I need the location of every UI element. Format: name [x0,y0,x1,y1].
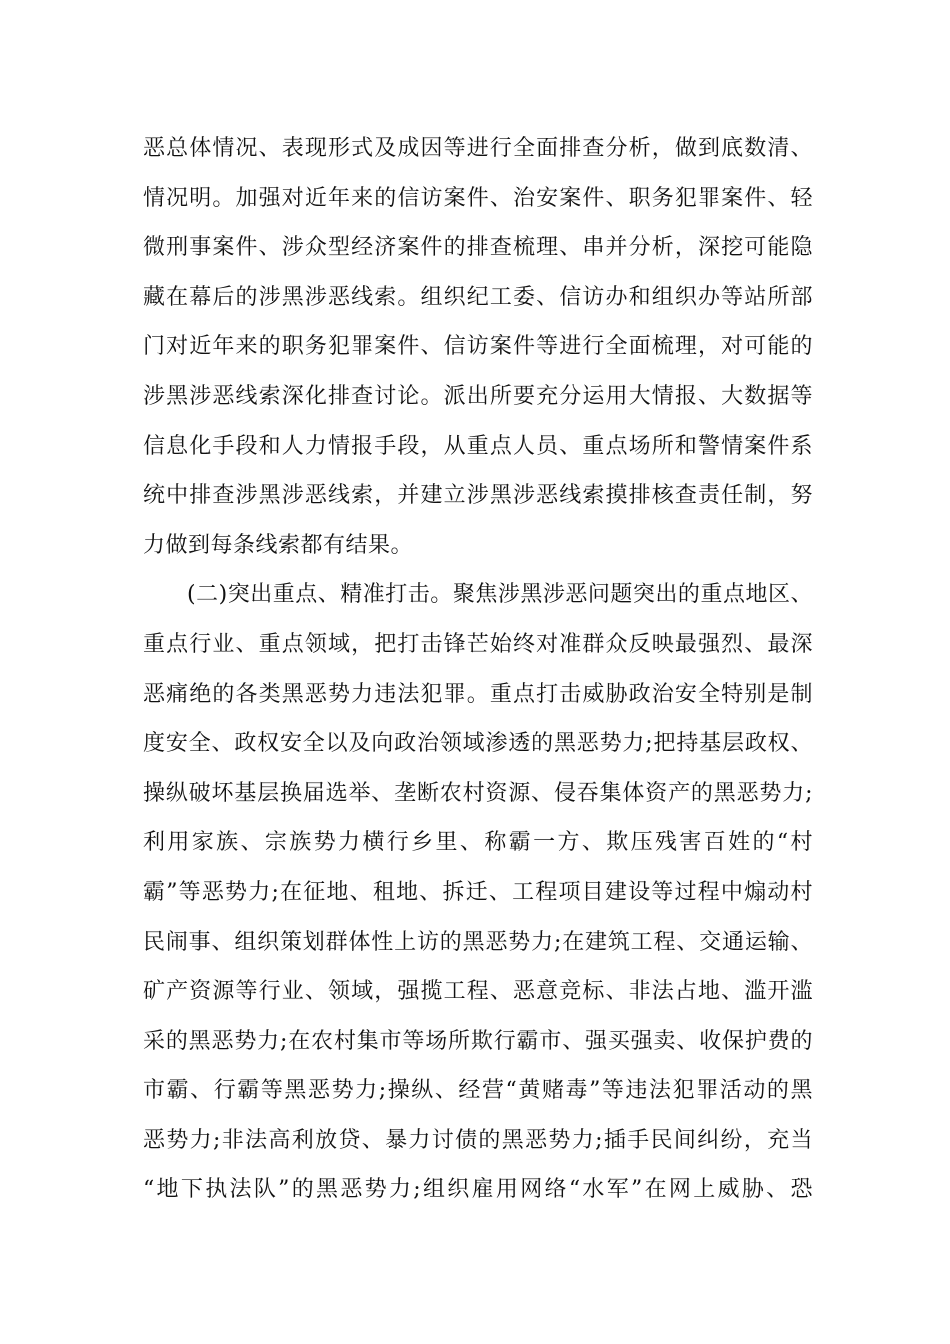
paragraph-line: 藏在幕后的涉黑涉恶线索。组织纪工委、信访办和组织办等站所部 [143,284,813,310]
paragraph-line: 度安全、政权安全以及向政治领域渗透的黑恶势力;把持基层政权、 [143,731,813,757]
paragraph-line: 恶痛绝的各类黑恶势力违法犯罪。重点打击威胁政治安全特别是制 [143,681,813,707]
paragraph-2 [143,570,813,1215]
paragraph-line: 统中排查涉黑涉恶线索，并建立涉黑涉恶线索摸排核查责任制，努 [143,483,813,509]
paragraph-line: 操纵破坏基层换届选举、垄断农村资源、侵吞集体资产的黑恶势力; [143,780,813,806]
paragraph-line: 涉黑涉恶线索深化排查讨论。派出所要充分运用大情报、大数据等 [143,383,813,409]
paragraph-line: 恶总体情况、表现形式及成因等进行全面排查分析，做到底数清、 [143,136,813,161]
paragraph-line: 利用家族、宗族势力横行乡里、称霸一方、欺压残害百姓的“村 [143,830,813,856]
paragraph-line: 微刑事案件、涉众型经济案件的排查梳理、串并分析，深挖可能隐 [143,235,813,261]
body-text [143,124,813,1215]
paragraph-line: 市霸、行霸等黑恶势力;操纵、经营“黄赌毒”等违法犯罪活动的黑 [143,1078,813,1104]
paragraph-line: 门对近年来的职务犯罪案件、信访案件等进行全面梳理，对可能的 [143,334,813,360]
paragraph-line: 矿产资源等行业、领域，强揽工程、恶意竞标、非法占地、滥开滥 [143,979,813,1005]
paragraph-line: “地下执法队”的黑恶势力;组织雇用网络“水军”在网上威胁、恐 [143,1177,813,1203]
paragraph-line: 力做到每条线索都有结果。 [143,532,414,558]
paragraph-line: 重点行业、重点领域，把打击锋芒始终对准群众反映最强烈、最深 [143,631,813,657]
paragraph-line: 情况明。加强对近年来的信访案件、治安案件、职务犯罪案件、轻 [143,185,813,211]
paragraph-line: 恶势力;非法高利放贷、暴力讨债的黑恶势力;插手民间纠纷，充当 [143,1127,813,1153]
section-heading-line: (二)突出重点、精准打击。聚焦涉黑涉恶问题突出的重点地区、 [187,582,813,608]
paragraph-line: 信息化手段和人力情报手段，从重点人员、重点场所和警情案件系 [143,433,813,459]
paragraph-line: 民闹事、组织策划群体性上访的黑恶势力;在建筑工程、交通运输、 [143,929,813,955]
paragraph-line: 采的黑恶势力;在农村集市等场所欺行霸市、强买强卖、收保护费的 [143,1028,813,1054]
paragraph-line: 霸”等恶势力;在征地、租地、拆迁、工程项目建设等过程中煽动村 [143,879,813,905]
paragraph-1 [143,124,813,570]
